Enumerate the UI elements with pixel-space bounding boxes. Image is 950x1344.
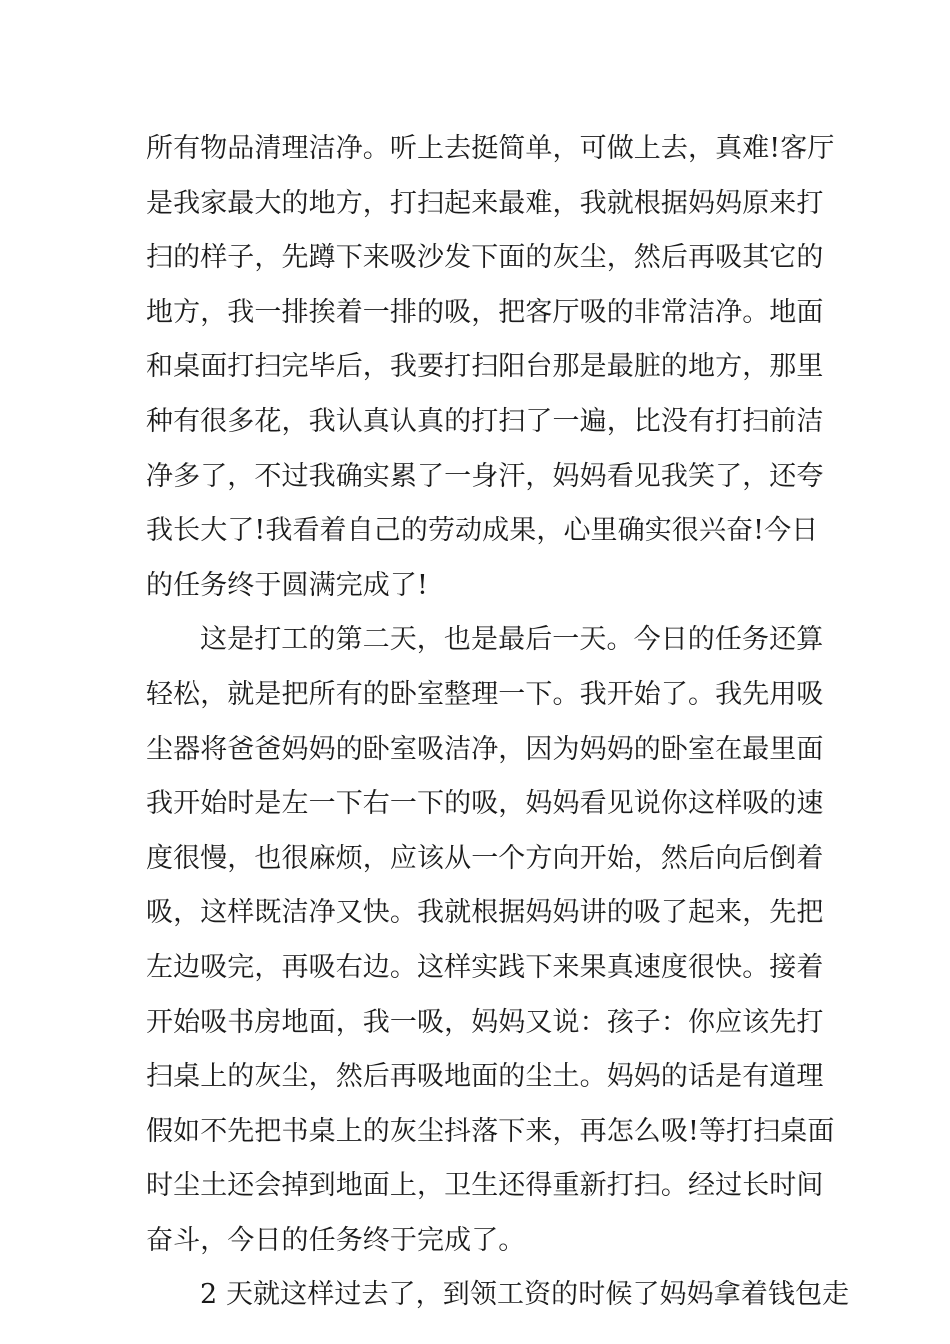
text-line: 奋斗，今日的任务终于完成了。	[146, 1224, 526, 1256]
text-line: 我开始时是左一下右一下的吸，妈妈看见说你这样吸的速	[146, 788, 824, 820]
essay-body	[146, 122, 850, 1323]
paragraph-first-line: 这是打工的第二天，也是最后一天。今日的任务还算	[200, 624, 824, 656]
text-line: 时尘土还会掉到地面上，卫生还得重新打扫。经过长时间	[146, 1170, 824, 1202]
text-line: 左边吸完，再吸右边。这样实践下来果真速度很快。接着	[146, 951, 824, 983]
text-line: 净多了，不过我确实累了一身汗，妈妈看见我笑了，还夸	[146, 460, 824, 492]
text-line: 开始吸书房地面，我一吸，妈妈又说：孩子：你应该先打	[146, 1006, 824, 1038]
text-line: 吸，这样既洁净又快。我就根据妈妈讲的吸了起来，先把	[146, 897, 824, 929]
text-line: 扫桌上的灰尘，然后再吸地面的尘土。妈妈的话是有道理	[146, 1061, 824, 1093]
text-line: 所有物品清理洁净。听上去挺简单，可做上去，真难!客厅	[146, 133, 835, 164]
text-line: 尘器将爸爸妈妈的卧室吸洁净，因为妈妈的卧室在最里面	[146, 733, 824, 765]
text-line: 和桌面打扫完毕后，我要打扫阳台那是最脏的地方，那里	[146, 351, 824, 383]
text-line: 是我家最大的地方，打扫起来最难，我就根据妈妈原来打	[146, 187, 824, 219]
text-line: 度很慢，也很麻烦，应该从一个方向开始，然后向后倒着	[146, 842, 824, 874]
text-line: 种有很多花，我认真认真的打扫了一遍，比没有打扫前洁	[146, 405, 824, 437]
text-line: 扫的样子，先蹲下来吸沙发下面的灰尘，然后再吸其它的	[146, 242, 824, 274]
text-line: 轻松，就是把所有的卧室整理一下。我开始了。我先用吸	[146, 678, 824, 710]
text-line: 地方，我一排挨着一排的吸，把客厅吸的非常洁净。地面	[146, 296, 824, 328]
text-line: 假如不先把书桌上的灰尘抖落下来，再怎么吸!等打扫桌面	[146, 1115, 835, 1147]
paragraph-first-line: 2 天就这样过去了，到领工资的时候了妈妈拿着钱包走	[200, 1279, 850, 1311]
text-line: 的任务终于圆满完成了!	[146, 569, 428, 601]
text-line: 我长大了!我看着自己的劳动成果，心里确实很兴奋!今日	[146, 515, 819, 547]
